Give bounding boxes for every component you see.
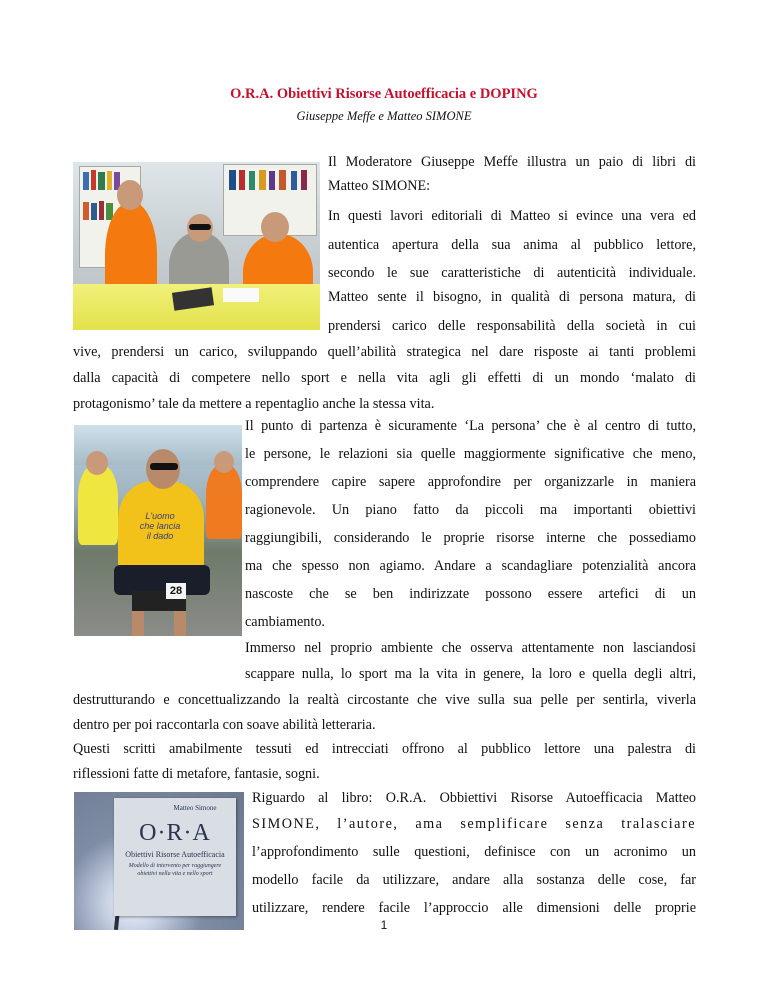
sunglasses-icon <box>150 463 178 470</box>
paragraph-1-line-4: autentica apertura della sua anima al pubblico lettore, <box>328 237 696 253</box>
paragraph-1-line-1: Il Moderatore Giuseppe Meffe illustra un paio di libri di <box>328 154 696 170</box>
paragraph-5-line-2: SIMONE, l’autore, ama semplificare senza tralasciare <box>252 816 696 832</box>
document-title: O.R.A. Obiettivi Risorse Autoefficacia e DOPING <box>230 86 538 102</box>
paragraph-2-line-5: raggiungibili, considerando le proprie risorse interne che possediamo <box>245 530 696 546</box>
photo-marathon-runner: L'uomo che lancia il dado 28 <box>74 425 242 636</box>
person-head-right <box>261 212 289 242</box>
paragraph-3-line-4: dentro per poi raccontarla con soave abilità letteraria. <box>73 717 376 733</box>
paragraph-5-line-1: Riguardo al libro: O.R.A. Obbiettivi Risorse Autoefficacia Matteo <box>252 790 696 806</box>
paragraph-1-line-6: Matteo sente il bisogno, in qualità di persona matura, di <box>328 289 696 305</box>
paragraph-2-line-7: nascoste che se ben indirizzate possono essere artefici di un <box>245 586 696 602</box>
book-cover-title: O·R·A <box>139 820 211 846</box>
paragraph-3-line-2: scappare nulla, lo sport ma la vita in genere, la loro e quella degli altri, <box>245 666 696 682</box>
paragraph-1-line-5: secondo le sue caratteristiche di autenticità individuale. <box>328 265 696 281</box>
paragraph-5-line-5: utilizzare, rendere facile l’approccio alle dimensioni delle proprie <box>252 900 696 916</box>
paragraph-4-line-2: riflessioni fatte di metafore, fantasie, sogni. <box>73 766 320 782</box>
runner-left-yellow <box>78 465 118 545</box>
race-bib: 28 <box>166 583 186 599</box>
runner-right-orange <box>206 465 242 539</box>
paragraph-3-line-1: Immerso nel proprio ambiente che osserva attentamente non lasciandosi <box>245 640 696 656</box>
book-cover-ora: Matteo Simone O·R·A Obiettivi Risorse Autoefficacia Modello di intervento per raggiungere obiettivi nella vita e nello sport <box>114 798 236 916</box>
paragraph-2-line-2: le persone, le relazioni sia quelle maggiormente significative che meno, <box>245 446 696 462</box>
paragraph-5-line-4: modello facile da utilizzare, andare alla sostanza delle cose, far <box>252 872 696 888</box>
person-head <box>117 180 143 210</box>
paragraph-1-line-9: dalla capacità di competere nello sport e nella vita agli gli effetti di un mondo ‘malato di <box>73 370 696 386</box>
paragraph-1-line-7: prendersi carico delle responsabilità della società in cui <box>328 318 696 334</box>
paragraph-3-line-3: destrutturando e concettualizzando la realtà circostante che vive sulla sua pelle per sentirla, viverla <box>73 692 696 708</box>
paragraph-1-line-2: Matteo SIMONE: <box>328 178 431 194</box>
paragraph-2-line-8: cambiamento. <box>245 614 325 630</box>
page-number: 1 <box>380 918 388 932</box>
paragraph-2-line-3: comprendere capire sapere approfondire per organizzarle in maniera <box>245 474 696 490</box>
photo-book-presentation <box>73 162 320 330</box>
paragraph-2-line-6: ma che spesso non agiamo. Andare a scandagliare potenzialità ancora <box>245 558 696 574</box>
paragraph-2-line-4: ragionevole. Un piano fatto da piccoli ma importanti obiettivi <box>245 502 696 518</box>
paragraph-5-line-3: l’approfondimento sulle questioni, definisce con un acronimo un <box>252 844 696 860</box>
photo-book-cover <box>74 792 244 930</box>
paragraph-4-line-1: Questi scritti amabilmente tessuti ed intrecciati offrono al pubblico lettore una palestra di <box>73 741 696 757</box>
paragraph-2-line-1: Il punto di partenza è sicuramente ‘La persona’ che è al centro di tutto, <box>245 418 696 434</box>
paragraph-1-line-3: In questi lavori editoriali di Matteo si evince una vera ed <box>328 208 696 224</box>
paragraph-1-line-8: vive, prendersi un carico, sviluppando quell’abilità strategica nel dare risposte ai tanti problemi <box>73 344 696 360</box>
paragraph-1-line-10: protagonismo’ tale da mettere a repentaglio anche la stessa vita. <box>73 396 435 412</box>
document-authors: Giuseppe Meffe e Matteo SIMONE <box>296 109 472 123</box>
